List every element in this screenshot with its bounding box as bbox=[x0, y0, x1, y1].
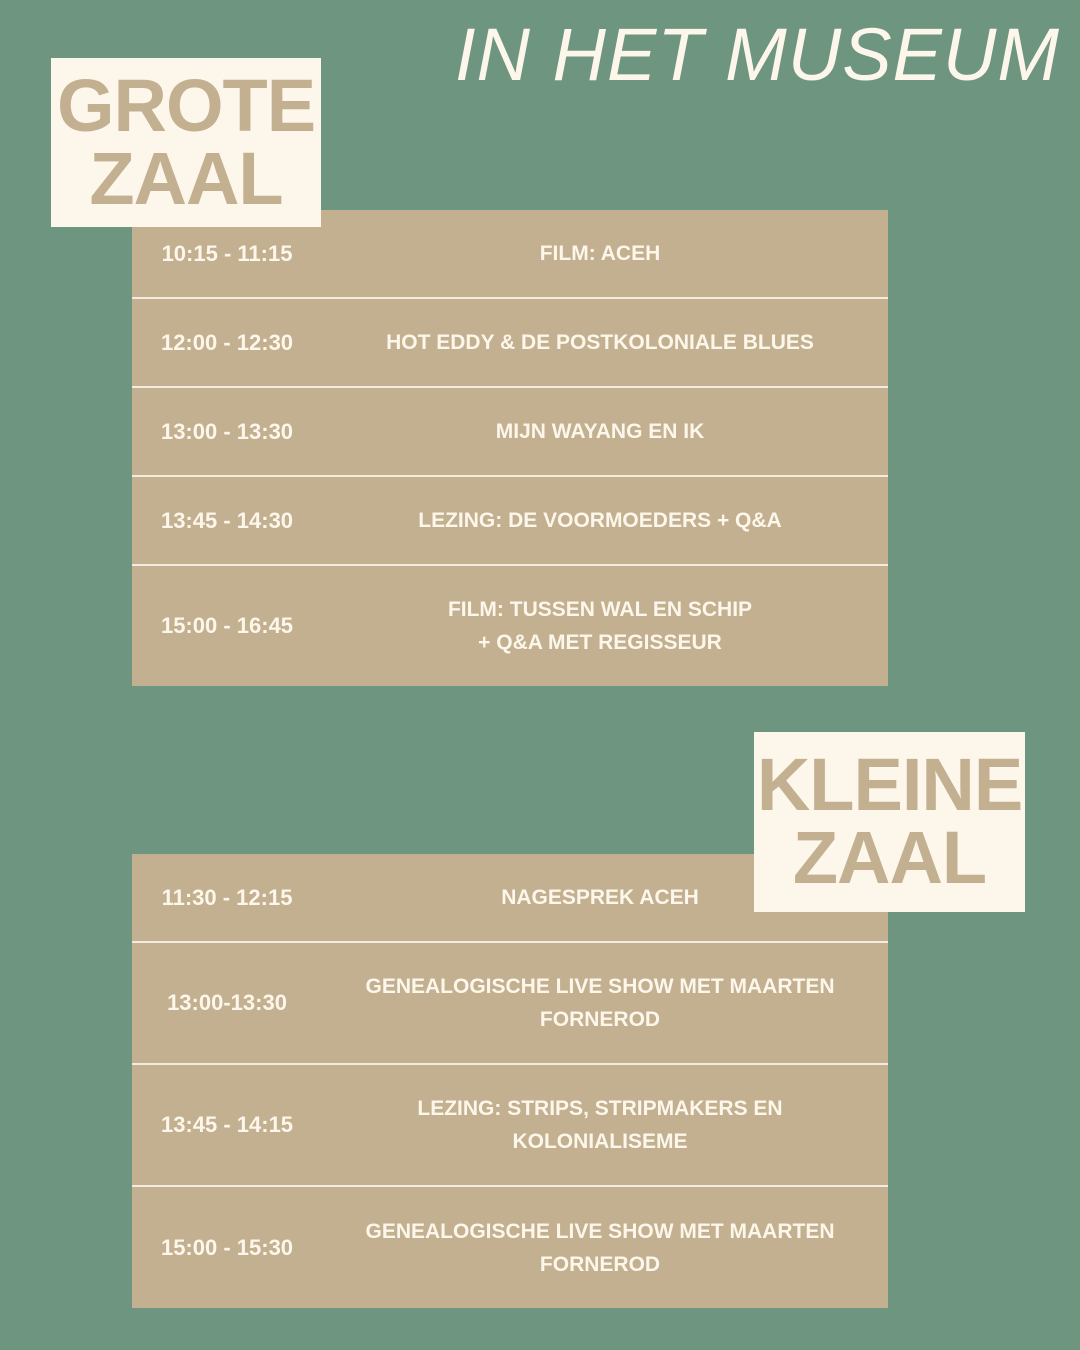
event-time: 13:45 - 14:15 bbox=[160, 1112, 294, 1137]
event-title: LEZING: DE VOORMOEDERS + Q&A bbox=[418, 509, 782, 532]
event-time: 15:00 - 16:45 bbox=[160, 613, 294, 638]
page-title: IN HET MUSEUM bbox=[455, 13, 1060, 96]
event-title bbox=[322, 593, 888, 659]
event-time: 13:00-13:30 bbox=[167, 990, 287, 1015]
event-time: 11:30 - 12:15 bbox=[161, 884, 293, 910]
event-title: LEZING: STRIPS, STRIPMAKERS EN KOLONIALISEME bbox=[417, 1097, 783, 1153]
kleine-zaal-label-line2: ZAAL bbox=[792, 816, 987, 899]
schedule-row bbox=[132, 477, 888, 566]
schedule-row bbox=[132, 943, 888, 1065]
schedule-row bbox=[132, 1187, 888, 1308]
kleine-zaal-schedule bbox=[132, 854, 888, 1308]
schedule-row bbox=[132, 299, 888, 388]
grote-zaal-schedule bbox=[132, 210, 888, 686]
event-time: 15:00 - 15:30 bbox=[160, 1234, 294, 1260]
schedule-row bbox=[132, 1065, 888, 1187]
grote-zaal-label-line1: GROTE bbox=[56, 63, 316, 147]
event-time: 13:00 - 13:30 bbox=[160, 418, 294, 444]
schedule-row bbox=[132, 388, 888, 477]
event-title: NAGESPREK ACEH bbox=[501, 886, 699, 909]
kleine-zaal-badge bbox=[754, 732, 1025, 912]
event-time: 13:45 - 14:30 bbox=[160, 507, 294, 533]
event-time: 10:15 - 11:15 bbox=[161, 240, 293, 266]
event-title: HOT EDDY & DE POSTKOLONIALE BLUES bbox=[386, 331, 814, 354]
event-title-line2: + Q&A MET REGISSEUR bbox=[478, 631, 722, 654]
event-title: FILM: ACEH bbox=[539, 242, 661, 265]
grote-zaal-label-line2: ZAAL bbox=[89, 136, 283, 220]
grote-zaal-badge bbox=[51, 58, 321, 227]
kleine-zaal-label-line1: KLEINE bbox=[756, 743, 1023, 827]
schedule-row bbox=[132, 566, 888, 686]
event-title: GENEALOGISCHE LIVE SHOW MET MAARTEN FORNEROD bbox=[365, 1219, 835, 1276]
event-title: GENEALOGISCHE LIVE SHOW MET MAARTEN FORNEROD bbox=[365, 975, 835, 1031]
event-title: MIJN WAYANG EN IK bbox=[495, 420, 705, 443]
event-title-line1: FILM: TUSSEN WAL EN SCHIP bbox=[447, 598, 753, 621]
event-time: 12:00 - 12:30 bbox=[160, 329, 294, 355]
